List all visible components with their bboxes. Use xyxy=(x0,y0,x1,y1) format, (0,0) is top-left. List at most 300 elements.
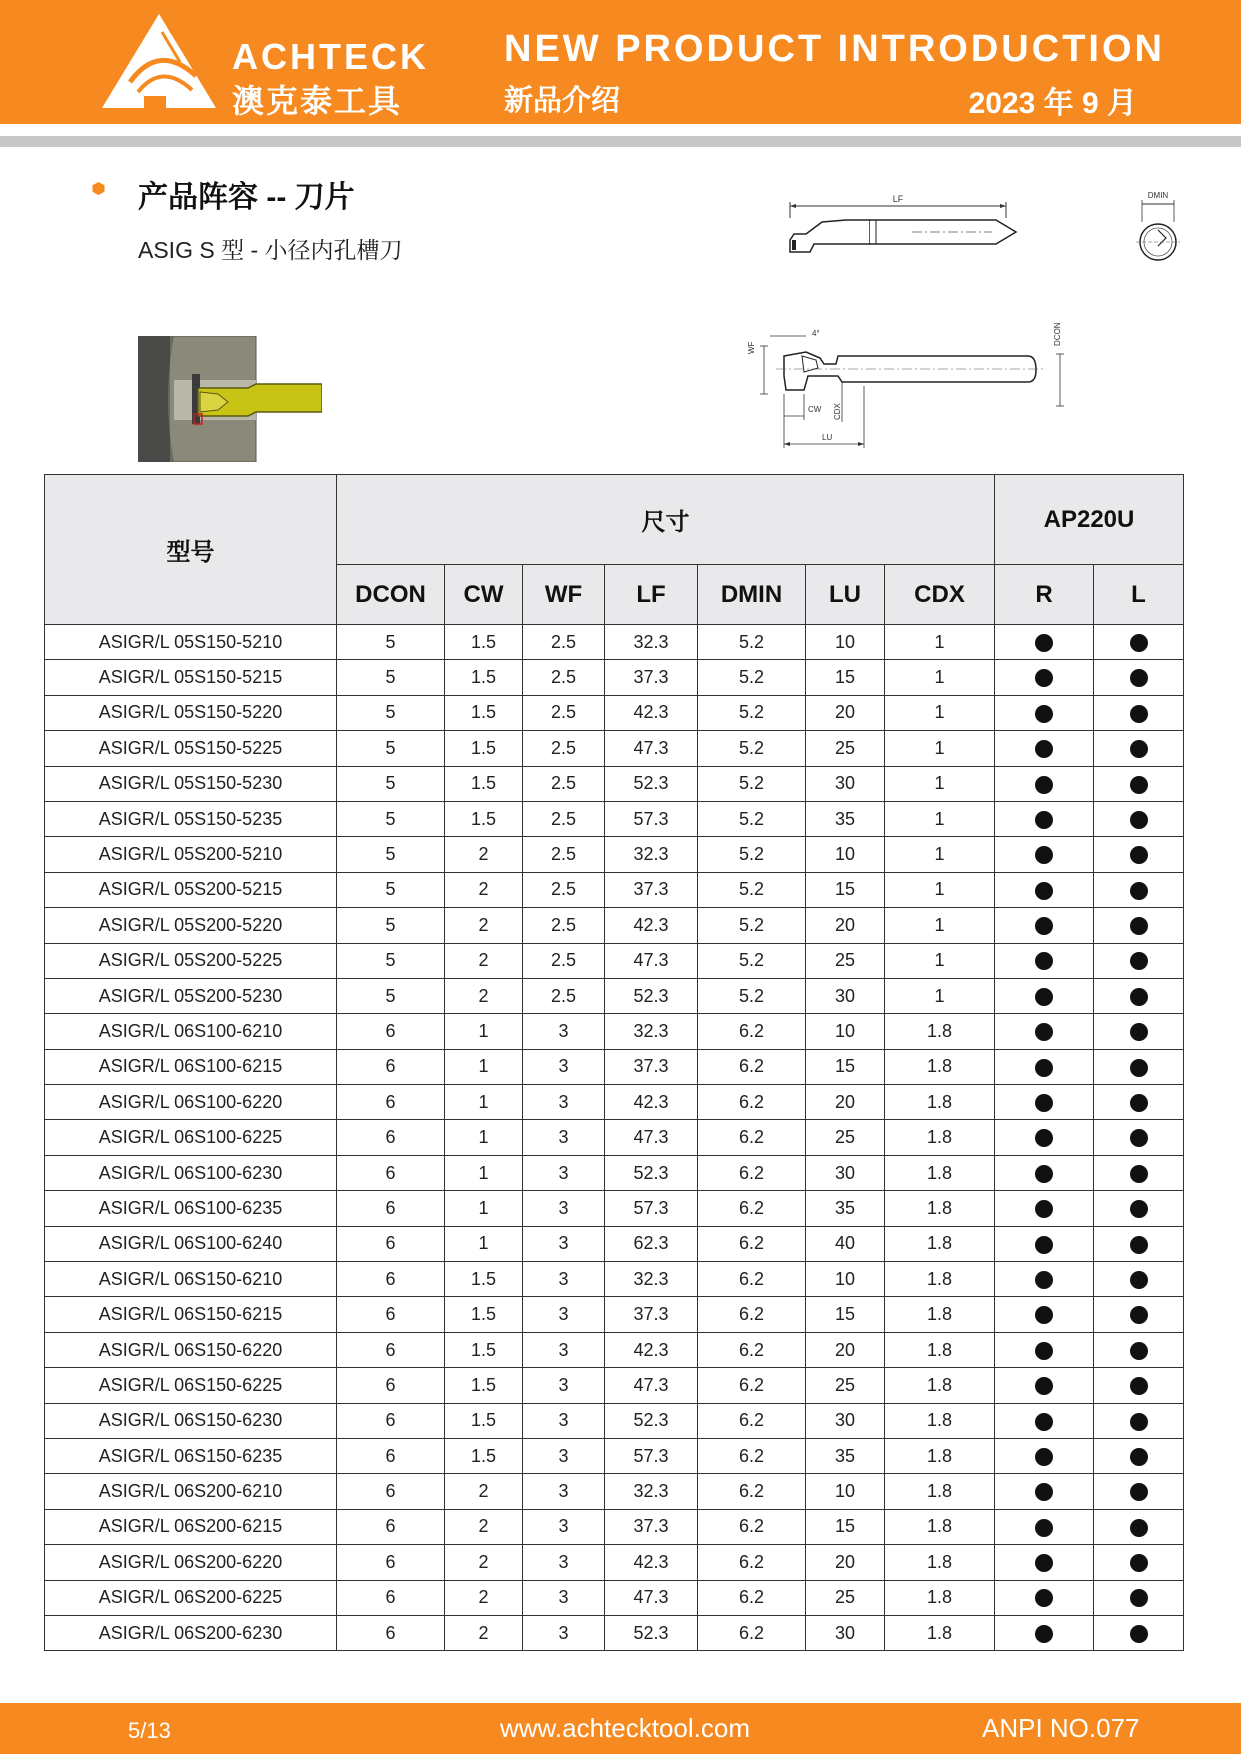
cdx-cell: 1.8 xyxy=(885,1049,995,1084)
col-header-cdx: CDX xyxy=(885,565,995,625)
available-dot-icon xyxy=(1130,917,1148,935)
lu-label: LU xyxy=(822,433,833,442)
dcon-cell: 6 xyxy=(337,1474,445,1509)
section-subtitle: ASIG S 型 - 小径内孔槽刀 xyxy=(138,237,403,263)
r-availability-cell xyxy=(995,1332,1094,1367)
available-dot-icon xyxy=(1130,1094,1148,1112)
table-row xyxy=(45,1368,1184,1403)
dcon-cell: 5 xyxy=(337,872,445,907)
lu-cell: 25 xyxy=(806,1580,885,1615)
cw-cell: 1.5 xyxy=(445,1368,523,1403)
table-row xyxy=(45,1014,1184,1049)
dcon-cell: 5 xyxy=(337,660,445,695)
available-dot-icon xyxy=(1130,740,1148,758)
l-availability-cell xyxy=(1094,943,1184,978)
lu-cell: 35 xyxy=(806,801,885,836)
cw-cell: 1.5 xyxy=(445,1403,523,1438)
table-row xyxy=(45,1545,1184,1580)
available-dot-icon xyxy=(1035,1165,1053,1183)
lu-cell: 20 xyxy=(806,1085,885,1120)
cdx-cell: 1 xyxy=(885,943,995,978)
col-header-cw: CW xyxy=(445,565,523,625)
dmin-cell: 6.2 xyxy=(698,1615,806,1650)
brand-name-en: ACHTECK xyxy=(232,36,429,77)
lf-cell: 57.3 xyxy=(605,801,698,836)
lf-cell: 42.3 xyxy=(605,1545,698,1580)
cw-cell: 1.5 xyxy=(445,625,523,660)
r-availability-cell xyxy=(995,801,1094,836)
cw-cell: 1 xyxy=(445,1120,523,1155)
dmin-cell: 6.2 xyxy=(698,1509,806,1544)
table-row xyxy=(45,766,1184,801)
dmin-cell: 6.2 xyxy=(698,1580,806,1615)
dmin-cell: 6.2 xyxy=(698,1049,806,1084)
r-availability-cell xyxy=(995,1615,1094,1650)
l-availability-cell xyxy=(1094,1474,1184,1509)
cw-cell: 1 xyxy=(445,1191,523,1226)
table-row xyxy=(45,1297,1184,1332)
lf-cell: 32.3 xyxy=(605,837,698,872)
l-availability-cell xyxy=(1094,1262,1184,1297)
dcon-cell: 6 xyxy=(337,1014,445,1049)
r-availability-cell xyxy=(995,625,1094,660)
model-cell: ASIGR/L 06S150-6225 xyxy=(45,1368,337,1403)
wf-label: WF xyxy=(747,341,756,354)
model-cell: ASIGR/L 06S100-6220 xyxy=(45,1085,337,1120)
available-dot-icon xyxy=(1130,634,1148,652)
available-dot-icon xyxy=(1130,1342,1148,1360)
available-dot-icon xyxy=(1035,1306,1053,1324)
wf-cell: 3 xyxy=(523,1403,605,1438)
wf-cell: 2.5 xyxy=(523,625,605,660)
lu-cell: 30 xyxy=(806,1403,885,1438)
lu-cell: 25 xyxy=(806,943,885,978)
cdx-cell: 1.8 xyxy=(885,1014,995,1049)
r-availability-cell xyxy=(995,872,1094,907)
available-dot-icon xyxy=(1130,1589,1148,1607)
table-row xyxy=(45,1085,1184,1120)
l-availability-cell xyxy=(1094,1085,1184,1120)
available-dot-icon xyxy=(1130,1306,1148,1324)
wf-cell: 3 xyxy=(523,1014,605,1049)
available-dot-icon xyxy=(1035,1023,1053,1041)
available-dot-icon xyxy=(1130,1483,1148,1501)
cdx-cell: 1.8 xyxy=(885,1262,995,1297)
dmin-cell: 5.2 xyxy=(698,837,806,872)
spec-table xyxy=(44,474,1184,1651)
lu-cell: 25 xyxy=(806,731,885,766)
cdx-cell: 1.8 xyxy=(885,1120,995,1155)
table-row xyxy=(45,1403,1184,1438)
lf-cell: 57.3 xyxy=(605,1438,698,1473)
l-availability-cell xyxy=(1094,908,1184,943)
r-availability-cell xyxy=(995,1120,1094,1155)
dcon-cell: 6 xyxy=(337,1155,445,1190)
available-dot-icon xyxy=(1130,952,1148,970)
available-dot-icon xyxy=(1035,1342,1053,1360)
available-dot-icon xyxy=(1035,669,1053,687)
cdx-cell: 1.8 xyxy=(885,1545,995,1580)
available-dot-icon xyxy=(1130,1625,1148,1643)
wf-cell: 2.5 xyxy=(523,837,605,872)
cdx-cell: 1 xyxy=(885,660,995,695)
lu-cell: 15 xyxy=(806,660,885,695)
header-title-cn: 新品介绍 xyxy=(504,85,621,117)
model-cell: ASIGR/L 06S200-6220 xyxy=(45,1545,337,1580)
dmin-cell: 6.2 xyxy=(698,1226,806,1261)
model-cell: ASIGR/L 05S150-5220 xyxy=(45,695,337,730)
cw-label: CW xyxy=(808,405,822,414)
wf-cell: 3 xyxy=(523,1438,605,1473)
lu-cell: 35 xyxy=(806,1438,885,1473)
l-availability-cell xyxy=(1094,766,1184,801)
cdx-cell: 1.8 xyxy=(885,1191,995,1226)
dmin-cell: 5.2 xyxy=(698,978,806,1013)
available-dot-icon xyxy=(1035,988,1053,1006)
table-row xyxy=(45,943,1184,978)
available-dot-icon xyxy=(1130,988,1148,1006)
available-dot-icon xyxy=(1130,1554,1148,1572)
lf-label: LF xyxy=(892,194,904,204)
available-dot-icon xyxy=(1035,740,1053,758)
cw-cell: 2 xyxy=(445,978,523,1013)
available-dot-icon xyxy=(1035,1483,1053,1501)
available-dot-icon xyxy=(1035,1271,1053,1289)
available-dot-icon xyxy=(1130,882,1148,900)
table-row xyxy=(45,695,1184,730)
wf-cell: 3 xyxy=(523,1545,605,1580)
spec-table-body xyxy=(45,625,1184,1651)
table-row xyxy=(45,1191,1184,1226)
l-availability-cell xyxy=(1094,1509,1184,1544)
l-availability-cell xyxy=(1094,1615,1184,1650)
l-availability-cell xyxy=(1094,1403,1184,1438)
l-availability-cell xyxy=(1094,1545,1184,1580)
l-availability-cell xyxy=(1094,872,1184,907)
cdx-cell: 1.8 xyxy=(885,1155,995,1190)
dmin-cell: 6.2 xyxy=(698,1155,806,1190)
website-link[interactable]: www.achtecktool.com xyxy=(500,1713,750,1743)
cw-cell: 1.5 xyxy=(445,1297,523,1332)
dcon-cell: 5 xyxy=(337,837,445,872)
available-dot-icon xyxy=(1130,1165,1148,1183)
r-availability-cell xyxy=(995,1509,1094,1544)
l-availability-cell xyxy=(1094,1120,1184,1155)
l-availability-cell xyxy=(1094,1155,1184,1190)
lu-cell: 15 xyxy=(806,1509,885,1544)
grade-header: AP220U xyxy=(995,475,1184,565)
available-dot-icon xyxy=(1130,1519,1148,1537)
cw-cell: 1.5 xyxy=(445,660,523,695)
cdx-cell: 1.8 xyxy=(885,1226,995,1261)
model-cell: ASIGR/L 06S200-6210 xyxy=(45,1474,337,1509)
lf-cell: 42.3 xyxy=(605,1332,698,1367)
dmin-cell: 6.2 xyxy=(698,1403,806,1438)
l-availability-cell xyxy=(1094,1438,1184,1473)
lf-cell: 32.3 xyxy=(605,1262,698,1297)
wf-cell: 3 xyxy=(523,1262,605,1297)
table-row xyxy=(45,1226,1184,1261)
model-cell: ASIGR/L 05S200-5220 xyxy=(45,908,337,943)
lf-cell: 57.3 xyxy=(605,1191,698,1226)
cw-cell: 1.5 xyxy=(445,1332,523,1367)
cdx-cell: 1 xyxy=(885,801,995,836)
cw-cell: 2 xyxy=(445,1545,523,1580)
available-dot-icon xyxy=(1130,846,1148,864)
lf-cell: 37.3 xyxy=(605,872,698,907)
dimension-drawing xyxy=(746,316,1072,454)
lu-cell: 25 xyxy=(806,1120,885,1155)
l-availability-cell xyxy=(1094,801,1184,836)
dcon-cell: 5 xyxy=(337,695,445,730)
wf-cell: 3 xyxy=(523,1191,605,1226)
wf-cell: 3 xyxy=(523,1615,605,1650)
available-dot-icon xyxy=(1035,705,1053,723)
dcon-cell: 6 xyxy=(337,1332,445,1367)
available-dot-icon xyxy=(1130,669,1148,687)
dmin-label: DMIN xyxy=(1147,191,1169,200)
r-availability-cell xyxy=(995,1438,1094,1473)
available-dot-icon xyxy=(1035,1129,1053,1147)
lf-cell: 37.3 xyxy=(605,1049,698,1084)
lu-cell: 30 xyxy=(806,1155,885,1190)
available-dot-icon xyxy=(1130,1413,1148,1431)
cw-cell: 1.5 xyxy=(445,731,523,766)
l-availability-cell xyxy=(1094,660,1184,695)
dmin-cell: 5.2 xyxy=(698,731,806,766)
wf-cell: 3 xyxy=(523,1509,605,1544)
dmin-cell: 6.2 xyxy=(698,1085,806,1120)
r-availability-cell xyxy=(995,1049,1094,1084)
dcon-cell: 6 xyxy=(337,1615,445,1650)
header-title-en: NEW PRODUCT INTRODUCTION xyxy=(504,28,1165,70)
model-cell: ASIGR/L 06S150-6215 xyxy=(45,1297,337,1332)
lf-cell: 47.3 xyxy=(605,943,698,978)
cdx-cell: 1.8 xyxy=(885,1332,995,1367)
r-availability-cell xyxy=(995,731,1094,766)
lu-cell: 10 xyxy=(806,1014,885,1049)
table-row xyxy=(45,1580,1184,1615)
r-availability-cell xyxy=(995,1085,1094,1120)
lu-cell: 10 xyxy=(806,625,885,660)
cdx-label: CDX xyxy=(833,403,842,420)
col-header-dmin: DMIN xyxy=(698,565,806,625)
r-availability-cell xyxy=(995,1368,1094,1403)
cdx-cell: 1 xyxy=(885,837,995,872)
cw-cell: 2 xyxy=(445,872,523,907)
product-render-image xyxy=(138,336,322,462)
dmin-cell: 5.2 xyxy=(698,660,806,695)
dcon-cell: 6 xyxy=(337,1226,445,1261)
r-availability-cell xyxy=(995,837,1094,872)
dmin-cell: 5.2 xyxy=(698,766,806,801)
cdx-cell: 1.8 xyxy=(885,1474,995,1509)
available-dot-icon xyxy=(1035,1625,1053,1643)
r-availability-cell xyxy=(995,660,1094,695)
dcon-cell: 5 xyxy=(337,801,445,836)
dmin-cell: 5.2 xyxy=(698,908,806,943)
lu-cell: 30 xyxy=(806,978,885,1013)
cdx-cell: 1 xyxy=(885,625,995,660)
table-row xyxy=(45,731,1184,766)
wf-cell: 3 xyxy=(523,1049,605,1084)
dimension-header: 尺寸 xyxy=(337,475,995,565)
wf-cell: 2.5 xyxy=(523,695,605,730)
lf-cell: 37.3 xyxy=(605,1509,698,1544)
lu-cell: 35 xyxy=(806,1191,885,1226)
dcon-cell: 5 xyxy=(337,908,445,943)
lu-cell: 15 xyxy=(806,1049,885,1084)
cw-cell: 1.5 xyxy=(445,695,523,730)
l-availability-cell xyxy=(1094,1191,1184,1226)
lf-cell: 37.3 xyxy=(605,660,698,695)
r-availability-cell xyxy=(995,943,1094,978)
model-cell: ASIGR/L 06S100-6215 xyxy=(45,1049,337,1084)
model-cell: ASIGR/L 06S200-6225 xyxy=(45,1580,337,1615)
wf-cell: 2.5 xyxy=(523,766,605,801)
lf-cell: 37.3 xyxy=(605,1297,698,1332)
wf-cell: 3 xyxy=(523,1332,605,1367)
l-availability-cell xyxy=(1094,837,1184,872)
model-cell: ASIGR/L 05S200-5230 xyxy=(45,978,337,1013)
available-dot-icon xyxy=(1035,776,1053,794)
dcon-cell: 5 xyxy=(337,731,445,766)
l-availability-cell xyxy=(1094,1226,1184,1261)
l-availability-cell xyxy=(1094,1332,1184,1367)
model-cell: ASIGR/L 05S200-5225 xyxy=(45,943,337,978)
cdx-cell: 1.8 xyxy=(885,1085,995,1120)
cdx-cell: 1 xyxy=(885,731,995,766)
col-header-r: R xyxy=(995,565,1094,625)
cw-cell: 1.5 xyxy=(445,1262,523,1297)
dmin-cell: 6.2 xyxy=(698,1545,806,1580)
header-divider xyxy=(0,136,1241,147)
cdx-cell: 1.8 xyxy=(885,1509,995,1544)
cw-cell: 2 xyxy=(445,908,523,943)
dmin-cell: 6.2 xyxy=(698,1262,806,1297)
lf-cell: 47.3 xyxy=(605,1580,698,1615)
dcon-cell: 6 xyxy=(337,1438,445,1473)
wf-cell: 2.5 xyxy=(523,801,605,836)
wf-cell: 2.5 xyxy=(523,660,605,695)
cw-cell: 2 xyxy=(445,1509,523,1544)
model-cell: ASIGR/L 05S150-5210 xyxy=(45,625,337,660)
lu-cell: 15 xyxy=(806,1297,885,1332)
col-header-dcon: DCON xyxy=(337,565,445,625)
lu-cell: 20 xyxy=(806,1545,885,1580)
header-date: 2023 年 9 月 xyxy=(968,87,1137,120)
table-row xyxy=(45,872,1184,907)
dcon-cell: 6 xyxy=(337,1368,445,1403)
cdx-cell: 1.8 xyxy=(885,1438,995,1473)
brand-name-cn: 澳克泰工具 xyxy=(232,83,403,119)
r-availability-cell xyxy=(995,1226,1094,1261)
dmin-cell: 6.2 xyxy=(698,1332,806,1367)
lu-cell: 10 xyxy=(806,1262,885,1297)
table-row xyxy=(45,1615,1184,1650)
wf-cell: 3 xyxy=(523,1120,605,1155)
r-availability-cell xyxy=(995,978,1094,1013)
lf-cell: 42.3 xyxy=(605,908,698,943)
available-dot-icon xyxy=(1035,811,1053,829)
model-cell: ASIGR/L 06S100-6225 xyxy=(45,1120,337,1155)
cw-cell: 2 xyxy=(445,1580,523,1615)
table-row xyxy=(45,908,1184,943)
model-cell: ASIGR/L 06S150-6220 xyxy=(45,1332,337,1367)
available-dot-icon xyxy=(1130,811,1148,829)
cdx-cell: 1 xyxy=(885,908,995,943)
l-availability-cell xyxy=(1094,1049,1184,1084)
r-availability-cell xyxy=(995,1403,1094,1438)
lf-cell: 47.3 xyxy=(605,731,698,766)
dmin-cell: 6.2 xyxy=(698,1297,806,1332)
dmin-cell: 6.2 xyxy=(698,1368,806,1403)
page-number: 5/13 xyxy=(128,1718,171,1743)
dmin-cell: 5.2 xyxy=(698,695,806,730)
wf-cell: 3 xyxy=(523,1085,605,1120)
model-cell: ASIGR/L 06S150-6230 xyxy=(45,1403,337,1438)
lf-cell: 52.3 xyxy=(605,1615,698,1650)
model-cell: ASIGR/L 06S100-6210 xyxy=(45,1014,337,1049)
cw-cell: 1.5 xyxy=(445,766,523,801)
page-header xyxy=(0,0,1241,124)
dmin-cell: 6.2 xyxy=(698,1191,806,1226)
wf-cell: 3 xyxy=(523,1297,605,1332)
r-availability-cell xyxy=(995,1580,1094,1615)
table-row xyxy=(45,625,1184,660)
cw-cell: 1 xyxy=(445,1226,523,1261)
cdx-cell: 1.8 xyxy=(885,1368,995,1403)
lu-cell: 25 xyxy=(806,1368,885,1403)
cw-cell: 1 xyxy=(445,1014,523,1049)
cw-cell: 1 xyxy=(445,1049,523,1084)
document-code: ANPI NO.077 xyxy=(982,1713,1140,1743)
l-availability-cell xyxy=(1094,1580,1184,1615)
dmin-cell: 5.2 xyxy=(698,801,806,836)
dcon-cell: 5 xyxy=(337,766,445,801)
lu-cell: 10 xyxy=(806,837,885,872)
cw-cell: 1 xyxy=(445,1085,523,1120)
cw-cell: 2 xyxy=(445,943,523,978)
dcon-cell: 6 xyxy=(337,1085,445,1120)
cw-cell: 1 xyxy=(445,1155,523,1190)
model-cell: ASIGR/L 05S150-5230 xyxy=(45,766,337,801)
dmin-cell: 5.2 xyxy=(698,943,806,978)
model-cell: ASIGR/L 05S200-5210 xyxy=(45,837,337,872)
wf-cell: 2.5 xyxy=(523,908,605,943)
model-cell: ASIGR/L 05S200-5215 xyxy=(45,872,337,907)
r-availability-cell xyxy=(995,1474,1094,1509)
dcon-cell: 6 xyxy=(337,1297,445,1332)
lf-cell: 52.3 xyxy=(605,978,698,1013)
cdx-cell: 1 xyxy=(885,695,995,730)
model-cell: ASIGR/L 06S100-6235 xyxy=(45,1191,337,1226)
dcon-cell: 6 xyxy=(337,1191,445,1226)
cdx-cell: 1.8 xyxy=(885,1297,995,1332)
cdx-cell: 1.8 xyxy=(885,1615,995,1650)
cw-cell: 1.5 xyxy=(445,801,523,836)
table-row xyxy=(45,801,1184,836)
col-header-lu: LU xyxy=(806,565,885,625)
wf-cell: 3 xyxy=(523,1368,605,1403)
cdx-cell: 1.8 xyxy=(885,1580,995,1615)
col-header-lf: LF xyxy=(605,565,698,625)
cdx-cell: 1 xyxy=(885,978,995,1013)
r-availability-cell xyxy=(995,908,1094,943)
available-dot-icon xyxy=(1130,1377,1148,1395)
available-dot-icon xyxy=(1035,1413,1053,1431)
table-row xyxy=(45,1120,1184,1155)
